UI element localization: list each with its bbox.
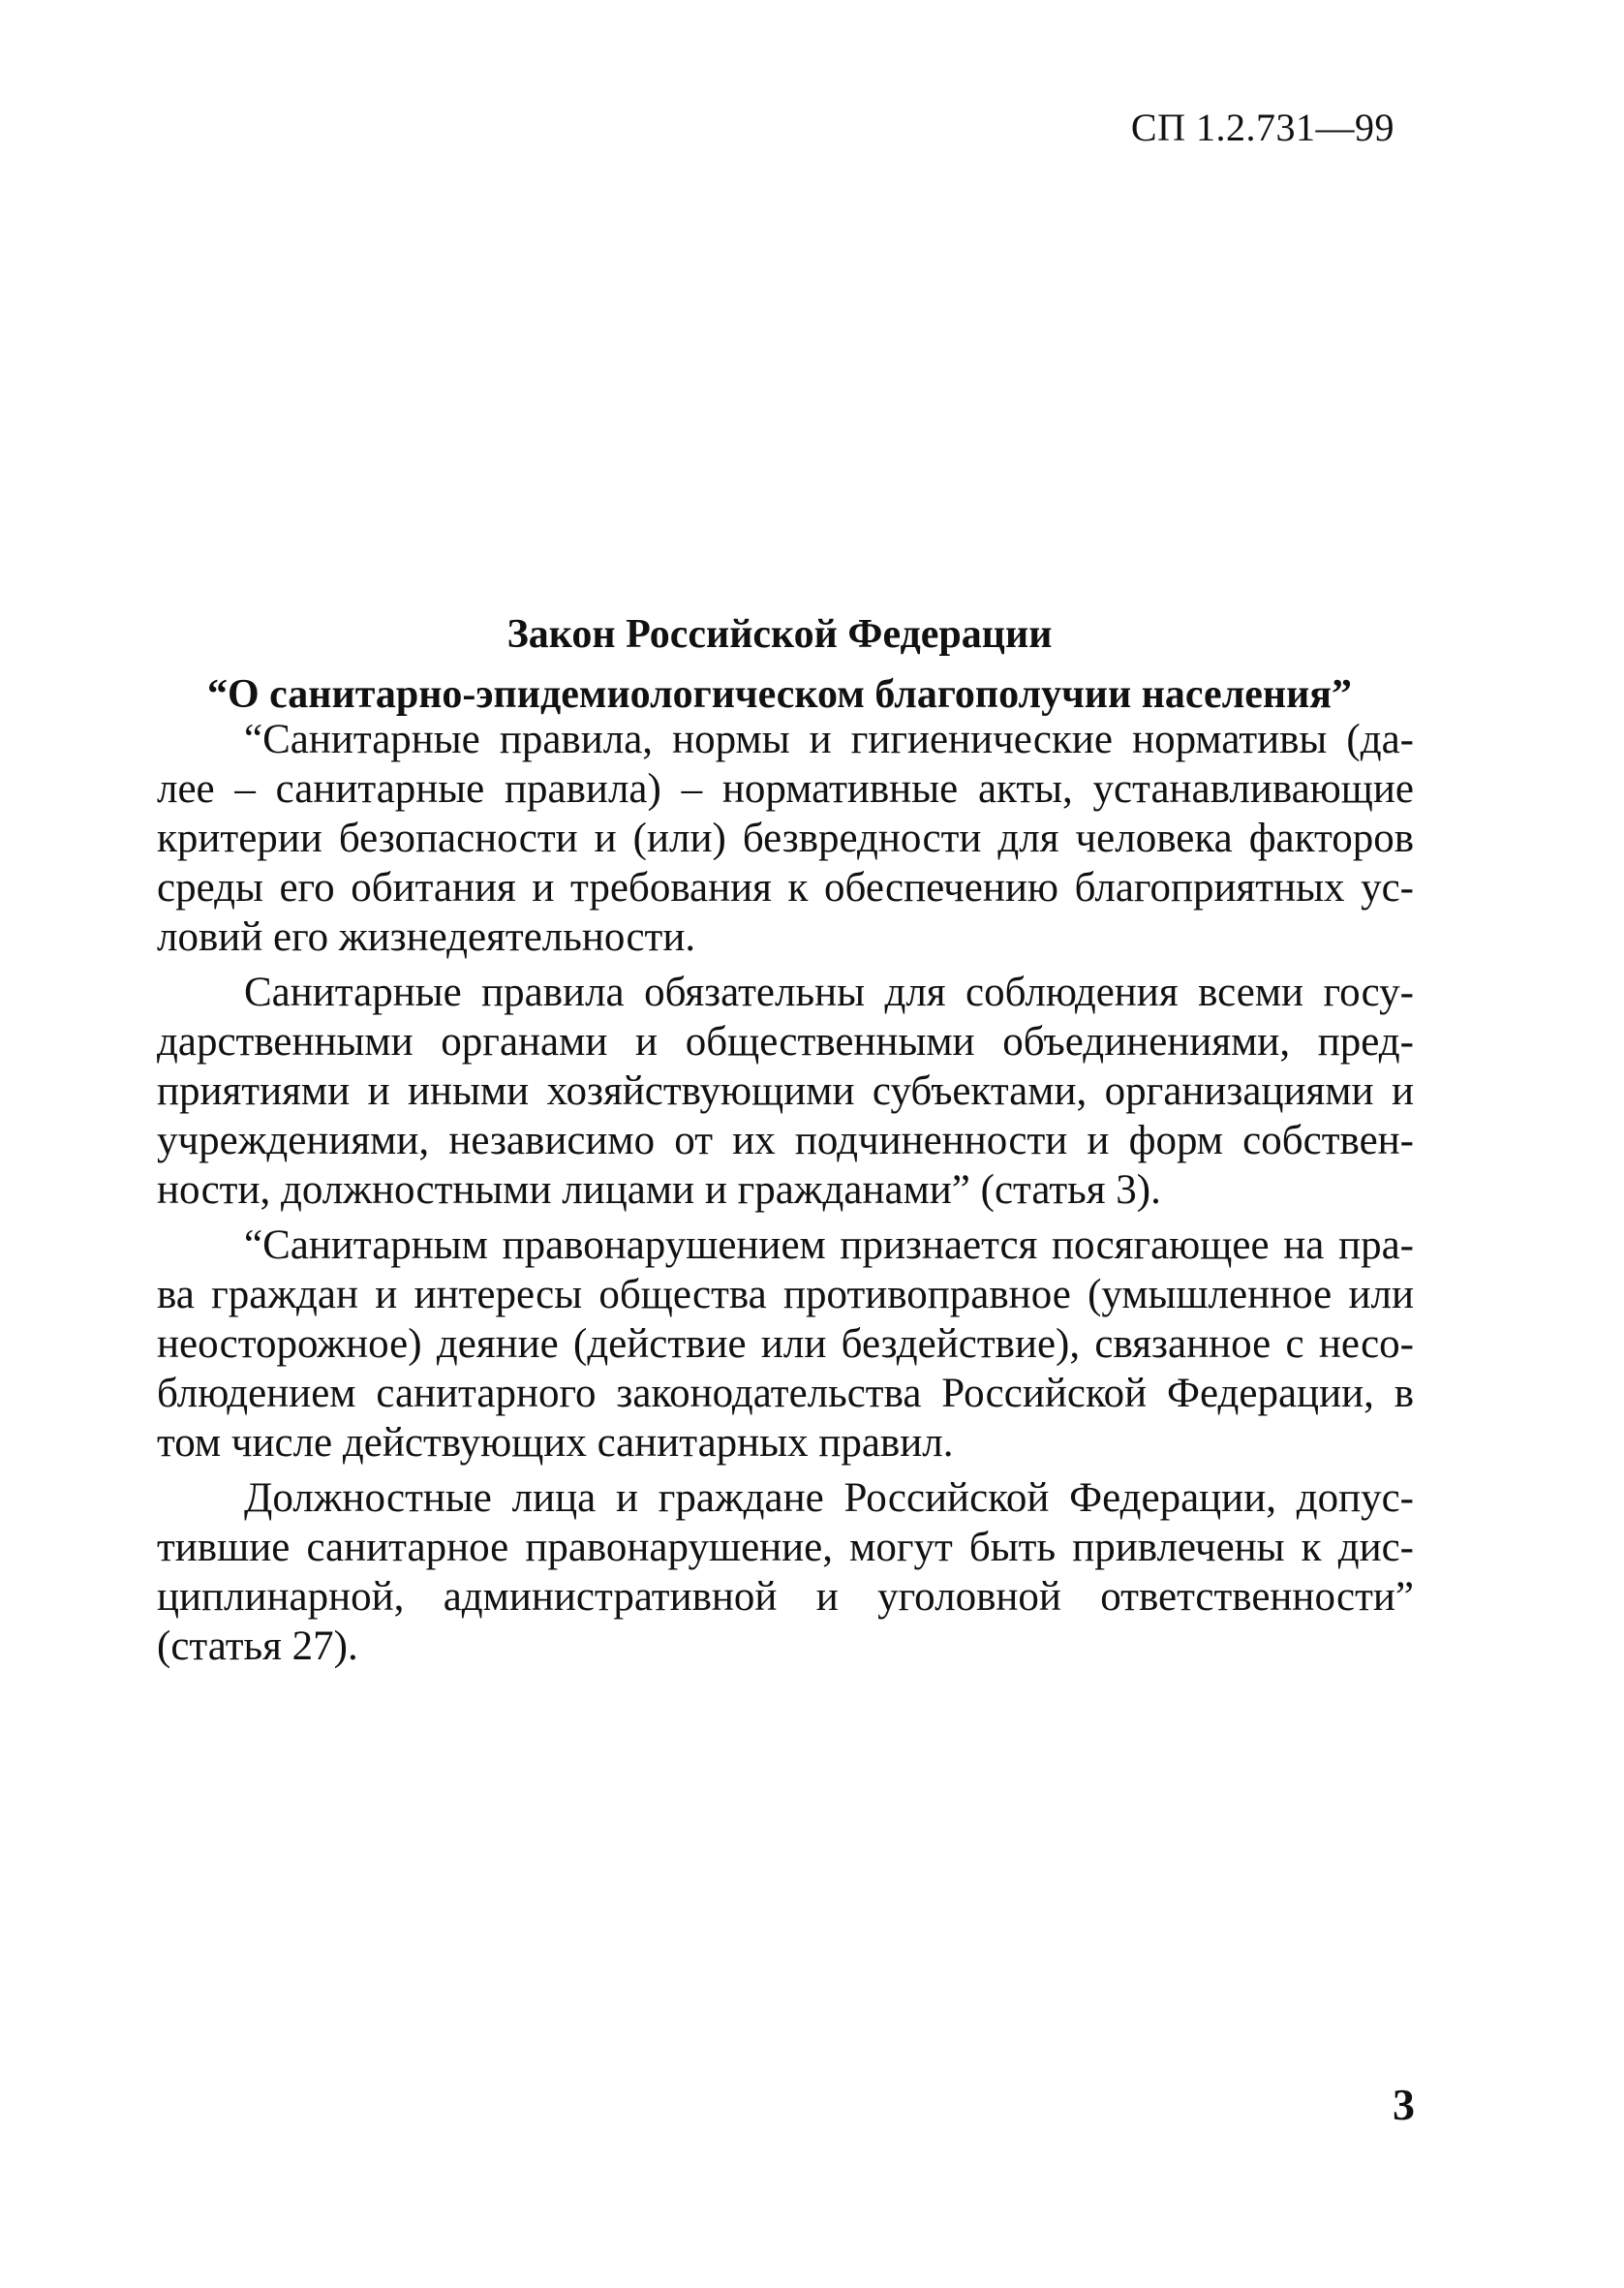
paragraph-1	[157, 715, 1414, 962]
text-line: ва граждан и интересы общества противоправное (умышленное или	[157, 1272, 1414, 1317]
text-line: ловий его жизнедеятельности.	[157, 914, 696, 960]
text-line: среды его обитания и требования к обеспечению благоприятных ус-	[157, 865, 1414, 911]
law-title-line-2: “О санитарно-эпидемиологическом благополучии населения”	[206, 672, 1353, 717]
text-line: лее – санитарные правила) – нормативные акты, устанавливающие	[157, 766, 1414, 812]
text-line: приятиями и иными хозяйствующими субъектами, организациями и	[157, 1068, 1414, 1114]
text-line: дарственными органами и общественными объединениями, пред-	[157, 1019, 1414, 1065]
page-number: 3	[1393, 2080, 1415, 2129]
document-body	[157, 715, 1414, 1677]
text-line: учреждениями, независимо от их подчиненности и форм собствен-	[157, 1118, 1414, 1163]
law-title	[155, 604, 1404, 725]
text-line: “Санитарные правила, нормы и гигиенические нормативы (да-	[244, 717, 1414, 762]
text-line: Санитарные правила обязательны для соблюдения всеми госу-	[244, 970, 1414, 1015]
text-line: Должностные лица и граждане Российской Федерации, допус-	[244, 1475, 1414, 1521]
text-line: критерии безопасности и (или) безвредности для человека факторов	[157, 816, 1414, 861]
paragraph-4	[157, 1473, 1414, 1671]
text-line: циплинарной, административной и уголовной ответственности”	[157, 1574, 1414, 1620]
text-line: (статья 27).	[157, 1623, 358, 1669]
text-line: ности, должностными лицами и гражданами” (статья 3).	[157, 1167, 1161, 1213]
document-code: СП 1.2.731—99	[1130, 106, 1394, 149]
text-line: неосторожное) деяние (действие или бездействие), связанное с несо-	[157, 1321, 1414, 1367]
law-title-line-1: Закон Российской Федерации	[506, 612, 1053, 657]
text-line: блюдением санитарного законодательства Российской Федерации, в	[157, 1371, 1414, 1416]
paragraph-3	[157, 1221, 1414, 1468]
text-line: том числе действующих санитарных правил.	[157, 1420, 954, 1466]
text-line: “Санитарным правонарушением признается посягающее на пра-	[244, 1222, 1414, 1268]
paragraph-2	[157, 968, 1414, 1215]
text-line: тившие санитарное правонарушение, могут быть привлечены к дис-	[157, 1525, 1414, 1570]
